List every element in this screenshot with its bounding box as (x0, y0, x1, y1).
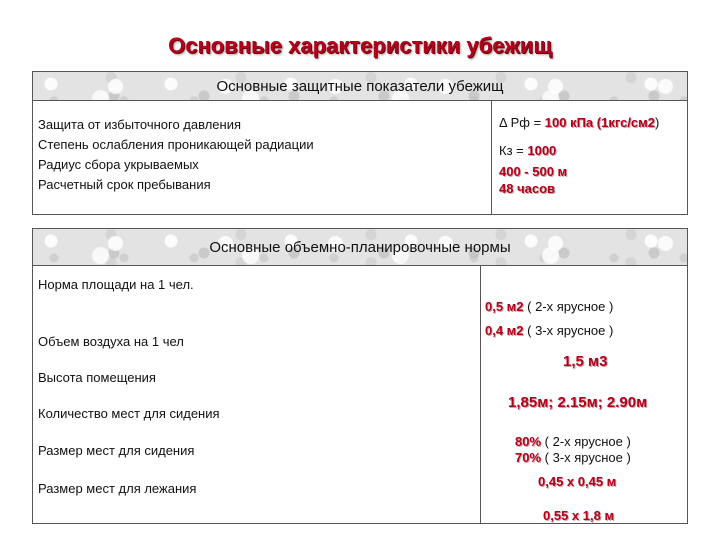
pressure-value: 100 кПа (1кгс/см2 (544, 115, 656, 130)
seats-2tier-note: ( 2-х ярусное ) (541, 434, 631, 449)
area-3tier-value: 0,4 м2 (485, 323, 524, 338)
pressure-prefix: Рф = (510, 115, 545, 130)
row-bed-size: Размер мест для лежания (38, 481, 197, 496)
value-overpressure (499, 114, 659, 131)
seats-3tier-value: 70% (515, 450, 542, 465)
value-seat-size: 0,45 х 0,45 м (538, 474, 617, 489)
area-2tier-value: 0,5 м2 (485, 299, 524, 314)
row-area: Норма площади на 1 чел. (38, 277, 194, 292)
page-title: Основные характеристики убежищ (168, 33, 552, 58)
value-air-volume: 1,5 м3 (563, 353, 608, 370)
row-air: Объем воздуха на 1 чел (38, 334, 184, 349)
attenuation-value: 1000 (527, 143, 557, 158)
value-seats-2tier (515, 433, 631, 450)
label-duration: Расчетный срок пребывания (38, 177, 211, 192)
protection-table (32, 71, 688, 215)
value-area-2tier (485, 298, 613, 315)
delta-symbol: Δ (499, 115, 507, 130)
label-radius: Радиус сбора укрываемых (38, 157, 199, 172)
area-3tier-note: ( 3-х ярусное ) (523, 323, 614, 338)
seats-3tier-note: ( 3-х ярусное ) (541, 450, 631, 465)
column-divider (491, 100, 492, 214)
value-radius: 400 - 500 м (499, 164, 568, 179)
row-seat-size: Размер мест для сидения (38, 443, 195, 458)
value-bed-size: 0,55 х 1,8 м (543, 508, 615, 523)
value-duration: 48 часов (499, 181, 556, 196)
attenuation-prefix: Кз = (499, 143, 528, 158)
area-2tier-note: ( 2-х ярусное ) (523, 299, 614, 314)
value-area-3tier (485, 322, 613, 339)
column-divider (480, 265, 481, 523)
protection-table-header: Основные защитные показатели убежищ (33, 72, 687, 101)
seats-2tier-value: 80% (515, 434, 542, 449)
value-room-height: 1,85м; 2.15м; 2.90м (508, 394, 648, 411)
planning-table-header: Основные объемно-планировочные нормы (33, 229, 687, 266)
row-height: Высота помещения (38, 370, 156, 385)
planning-table (32, 228, 688, 524)
pressure-suffix: ) (655, 115, 660, 130)
row-seats-count: Количество мест для сидения (38, 406, 220, 421)
label-overpressure: Защита от избыточного давления (38, 117, 242, 132)
label-radiation: Степень ослабления проникающей радиации (38, 137, 314, 152)
value-seats-3tier (515, 449, 631, 466)
value-attenuation (499, 142, 556, 159)
